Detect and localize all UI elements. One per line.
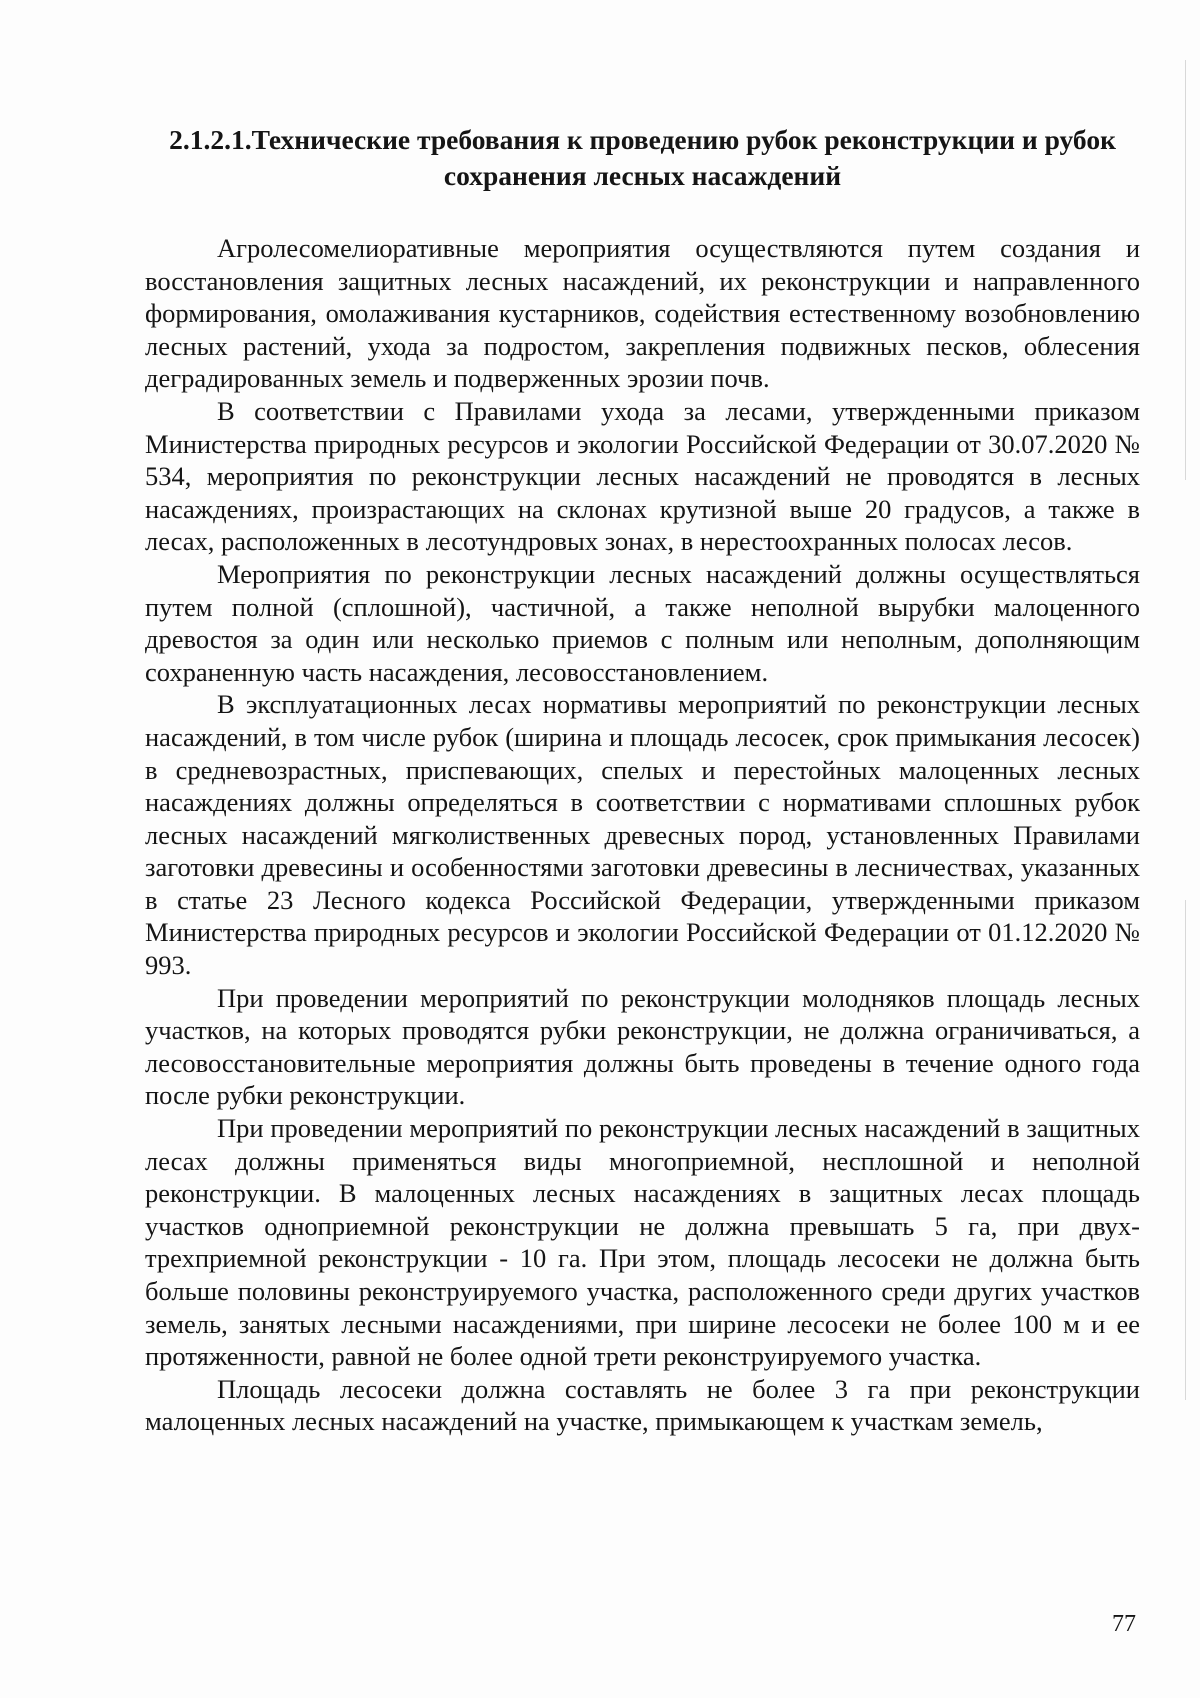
section-title: 2.1.2.1.Технические требования к проведению рубок реконструкции и рубок сохранения лесных насаждений (169, 124, 1116, 191)
page-content (145, 122, 1140, 1438)
paragraph-4: В эксплуатационных лесах нормативы мероприятий по реконструкции лесных насаждений, в том числе рубок (ширина и площадь лесосек, срок примыкания лесосек) в средневозрастных, приспевающих, спелых и перестойных малоценных лесных насаждениях должны определяться в соответствии с нормативами сплошных рубок лесных насаждений мягколиственных древесных пород, установленных Правилами заготовки древесины и особенностями заготовки древесины в лесничествах, указанных в статье 23 Лесного кодекса Российской Федерации, утвержденными приказом Министерства природных ресурсов и экологии Российской Федерации от 01.12.2020 № 993. (145, 689, 1140, 981)
paragraph-5: При проведении мероприятий по реконструкции молодняков площадь лесных участков, на которых проводятся рубки реконструкции, не должна ограничиваться, а лесовосстановительные мероприятия должны быть проведены в течение одного года после рубки реконструкции. (145, 982, 1140, 1111)
scan-edge-mark (1185, 900, 1186, 1400)
paragraph-1: Агролесомелиоративные мероприятия осуществляются путем создания и восстановления защитных лесных насаждений, их реконструкции и направленного формирования, омолаживания кустарников, содействия естественному возобновлению лесных растений, ухода за подростом, закрепления подвижных песков, облесения деградированных земель и подверженных эрозии почв. (145, 233, 1140, 394)
paragraph-7: Площадь лесосеки должна составлять не более 3 га при реконструкции малоценных лесных насаждений на участке, примыкающем к участкам земель, (145, 1373, 1140, 1437)
paragraph-6: При проведении мероприятий по реконструкции лесных насаждений в защитных лесах должны применяться виды многоприемной, несплошной и неполной реконструкции. В малоценных лесных насаждениях в защитных лесах площадь участков одноприемной реконструкции не должна превышать 5 га, при двух-трехприемной реконструкции - 10 га. При этом, площадь лесосеки не должна быть больше половины реконструируемого участка, расположенного среди других участков земель, занятых лесными насаждениями, при ширине лесосеки не более 100 м и ее протяженности, равной не более одной трети реконструируемого участка. (145, 1113, 1140, 1372)
scan-edge-mark (1185, 60, 1186, 480)
paragraph-3: Мероприятия по реконструкции лесных насаждений должны осуществляться путем полной (сплошной), частичной, а также неполной вырубки малоценного древостоя за один или несколько приемов с полным или неполным, дополняющим сохраненную часть насаждения, лесовосстановлением. (145, 558, 1140, 687)
page-number: 77 (1112, 1611, 1136, 1637)
paragraph-2: В соответствии с Правилами ухода за лесами, утвержденными приказом Министерства природных ресурсов и экологии Российской Федерации от 30.07.2020 № 534, мероприятия по реконструкции лесных насаждений не проводятся в лесных насаждениях, произрастающих на склонах крутизной выше 20 градусов, а также в лесах, расположенных в лесотундровых зонах, в нерестоохранных полосах лесов. (145, 395, 1140, 557)
